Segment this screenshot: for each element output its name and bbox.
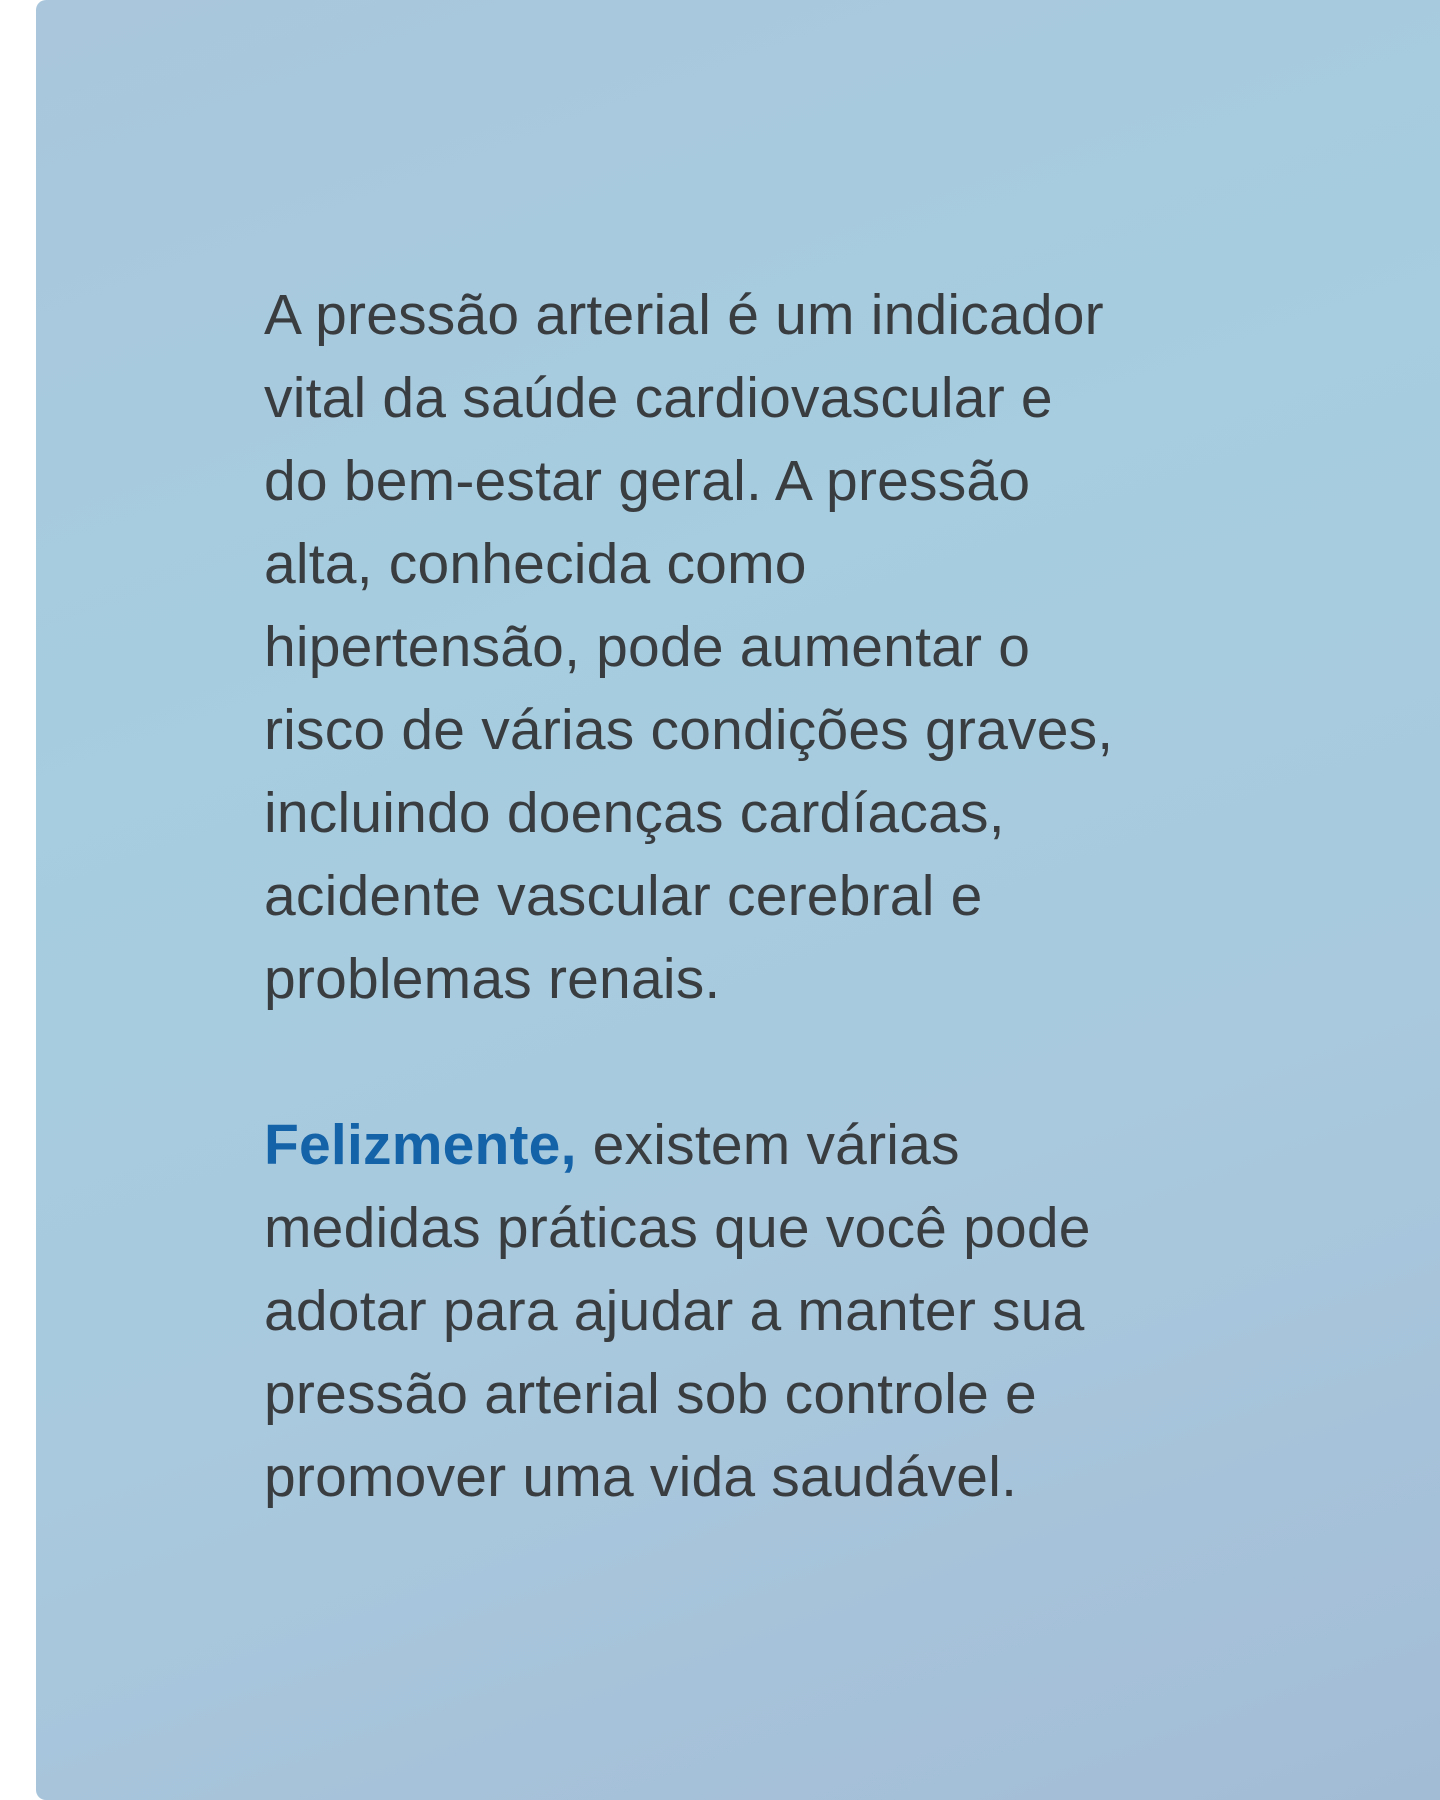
paragraph-1 [264, 274, 1324, 1021]
content-panel [36, 0, 1440, 1800]
paragraph-1-line: do bem-estar geral. A pressão [264, 449, 1031, 513]
highlight-word: Felizmente, [264, 1113, 577, 1177]
paragraph-1-line: hipertensão, pode aumentar o [264, 615, 1031, 679]
paragraph-2-line: medidas práticas que você pode [264, 1196, 1091, 1260]
paragraph-1-line: incluindo doenças cardíacas, [264, 781, 1005, 845]
paragraph-2-first-line-rest: existem várias [576, 1113, 960, 1177]
paragraph-1-line: risco de várias condições graves, [264, 698, 1114, 762]
text-block [264, 274, 1324, 1519]
paragraph-spacer [264, 1021, 1324, 1104]
paragraph-1-line: alta, conhecida como [264, 532, 807, 596]
paragraph-1-line: problemas renais. [264, 947, 721, 1011]
paragraph-2-line: pressão arterial sob controle e [264, 1362, 1037, 1426]
paragraph-2-first-line [264, 1104, 1324, 1187]
left-edge-strip [0, 0, 36, 1800]
paragraph-2-line: adotar para ajudar a manter sua [264, 1279, 1085, 1343]
paragraph-2-line: promover uma vida saudável. [264, 1445, 1018, 1509]
paragraph-1-line: vital da saúde cardiovascular e [264, 366, 1053, 430]
paragraph-2 [264, 1104, 1324, 1519]
paragraph-1-line: A pressão arterial é um indicador [264, 283, 1104, 347]
paragraph-1-line: acidente vascular cerebral e [264, 864, 983, 928]
